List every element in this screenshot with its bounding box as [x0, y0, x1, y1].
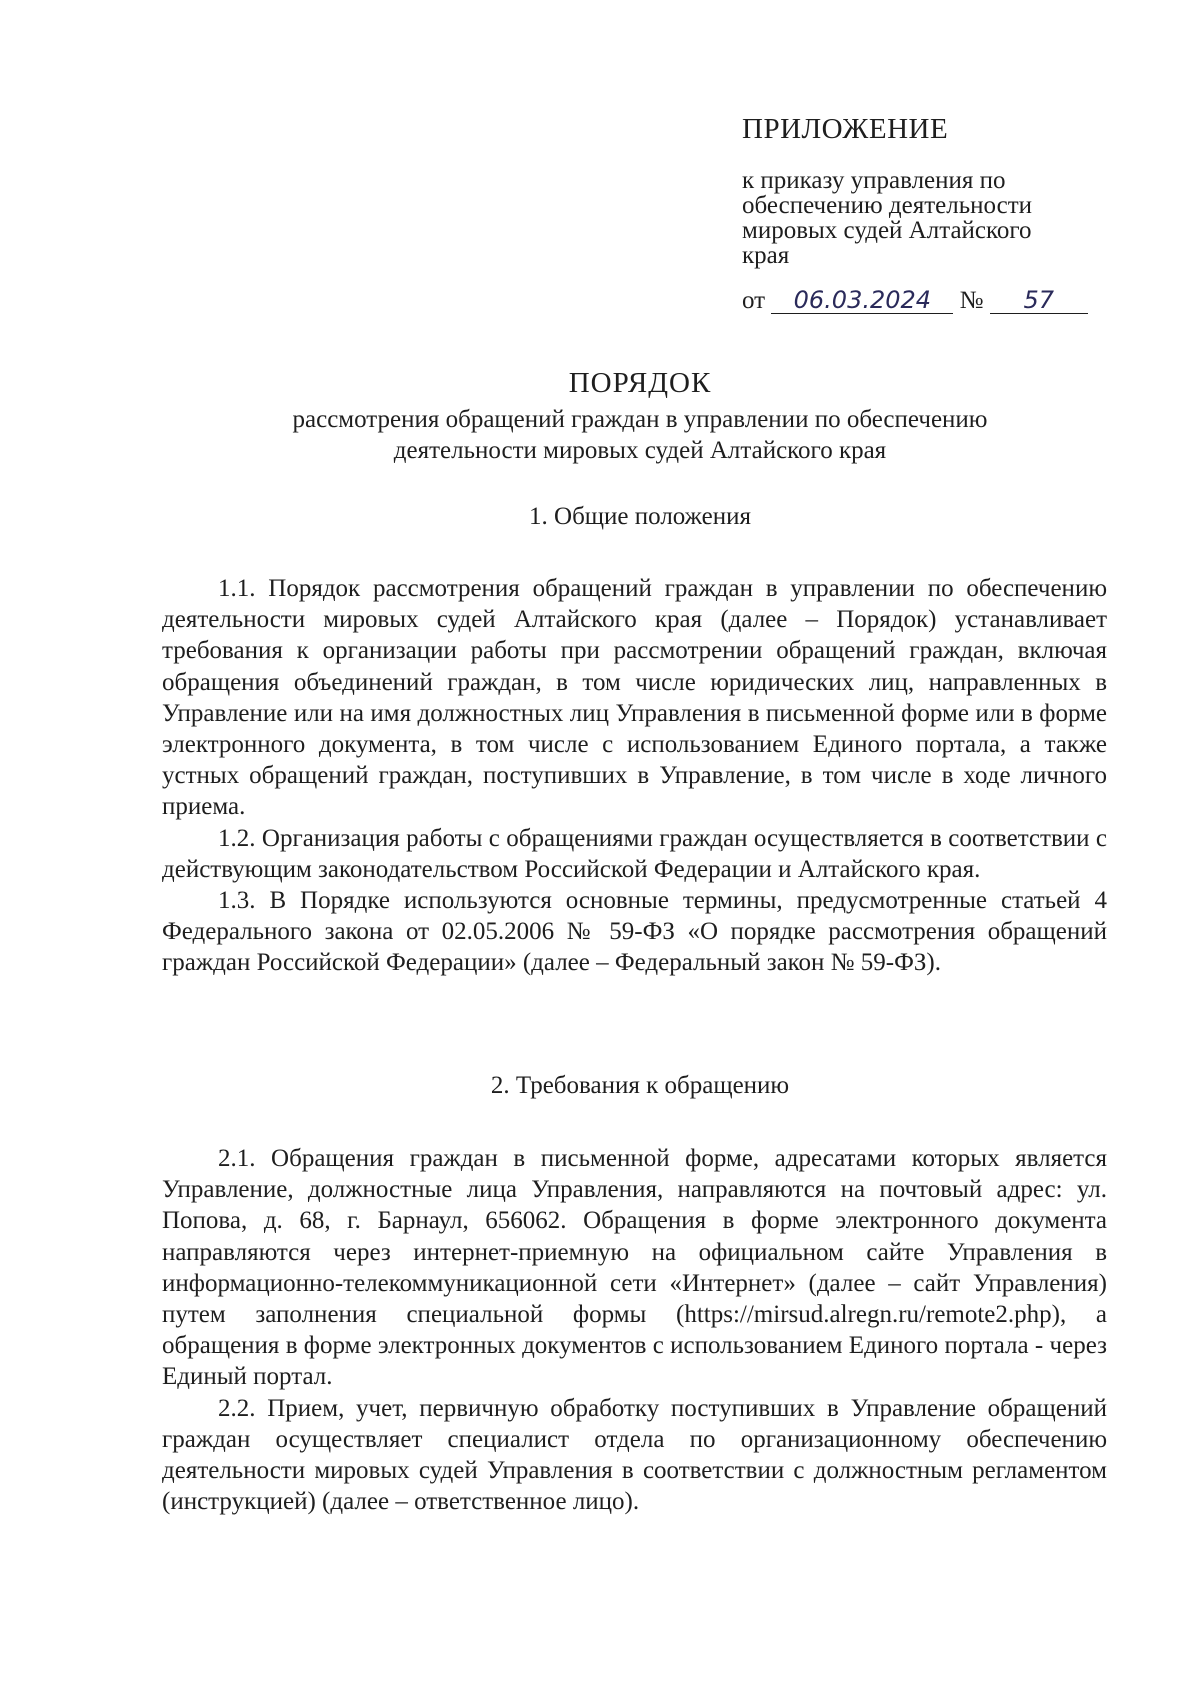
paragraph: 1.1. Порядок рассмотрения обращений граждан в управлении по обеспечению деятельности мировых судей Алтайского края (далее – Порядок) устанавливает требования к организации работы при рассмотрении обращений граждан, включая обращения объединений граждан, в том числе юридических лиц, направленных в Управление или на имя должностных лиц Управления в письменной форме или в форме электронного документа, в том числе с использованием Единого портала, а также устных обращений граждан, поступивших в Управление, в том числе в ходе личного приема. [162, 575, 1107, 821]
appendix-title: ПРИЛОЖЕНИЕ [742, 113, 949, 145]
document-subtitle-line: рассмотрения обращений граждан в управлении по обеспечению [292, 406, 988, 433]
document-subtitle-line: деятельности мировых судей Алтайского края [393, 437, 887, 464]
order-date-row [742, 286, 1142, 316]
paragraph: 1.3. В Порядке используются основные термины, предусмотренные статьей 4 Федерального закона от 02.05.2006 № 59-ФЗ «О порядке рассмотрения обращений граждан Российской Федерации» (далее – Федеральный закон № 59-ФЗ). [162, 887, 1107, 977]
paragraph: 2.1. Обращения граждан в письменной форме, адресатами которых является Управление, должностные лица Управления, направляются на почтовый адрес: ул. Попова, д. 68, г. Барнаул, 656062. Обращения в форме электронного документа направляются через интернет-приемную на официальном сайте Управления в информационно-телекоммуникационной сети «Интернет» (далее – сайт Управления) путем заполнения специальной формы (https://mirsud.alregn.ru/remote2.php), а обращения в форме электронных документов с использованием Единого портала - через Единый портал. [162, 1145, 1107, 1391]
appendix-subtitle-line: мировых судей Алтайского [742, 217, 1032, 244]
section-body [162, 1143, 1107, 1517]
document-subtitle [160, 404, 1120, 466]
paragraph: 1.2. Организация работы с обращениями граждан осуществляется в соответствии с действующим законодательством Российской Федерации и Алтайского края. [162, 824, 1107, 883]
appendix-subtitle [742, 168, 1142, 268]
section-heading: 1. Общие положения [529, 503, 751, 530]
order-number-handwritten: 57 [990, 287, 1088, 314]
paragraph: 2.2. Прием, учет, первичную обработку поступивших в Управление обращений граждан осуществляет специалист отдела по организационному обеспечению деятельности мировых судей Управления в соответствии с должностным регламентом (инструкцией) (далее – ответственное лицо). [162, 1394, 1107, 1516]
appendix-subtitle-line: обеспечению деятельности [742, 192, 1033, 219]
appendix-block [742, 112, 1142, 316]
order-date-handwritten: 06.03.2024 [771, 287, 953, 314]
date-prefix: от [742, 287, 766, 314]
section-body [162, 573, 1107, 979]
number-label: № [959, 287, 984, 314]
document-title: ПОРЯДОК [568, 367, 712, 399]
appendix-subtitle-line: края [742, 242, 790, 269]
section-heading: 2. Требования к обращению [490, 1072, 790, 1099]
appendix-subtitle-line: к приказу управления по [742, 167, 1006, 194]
